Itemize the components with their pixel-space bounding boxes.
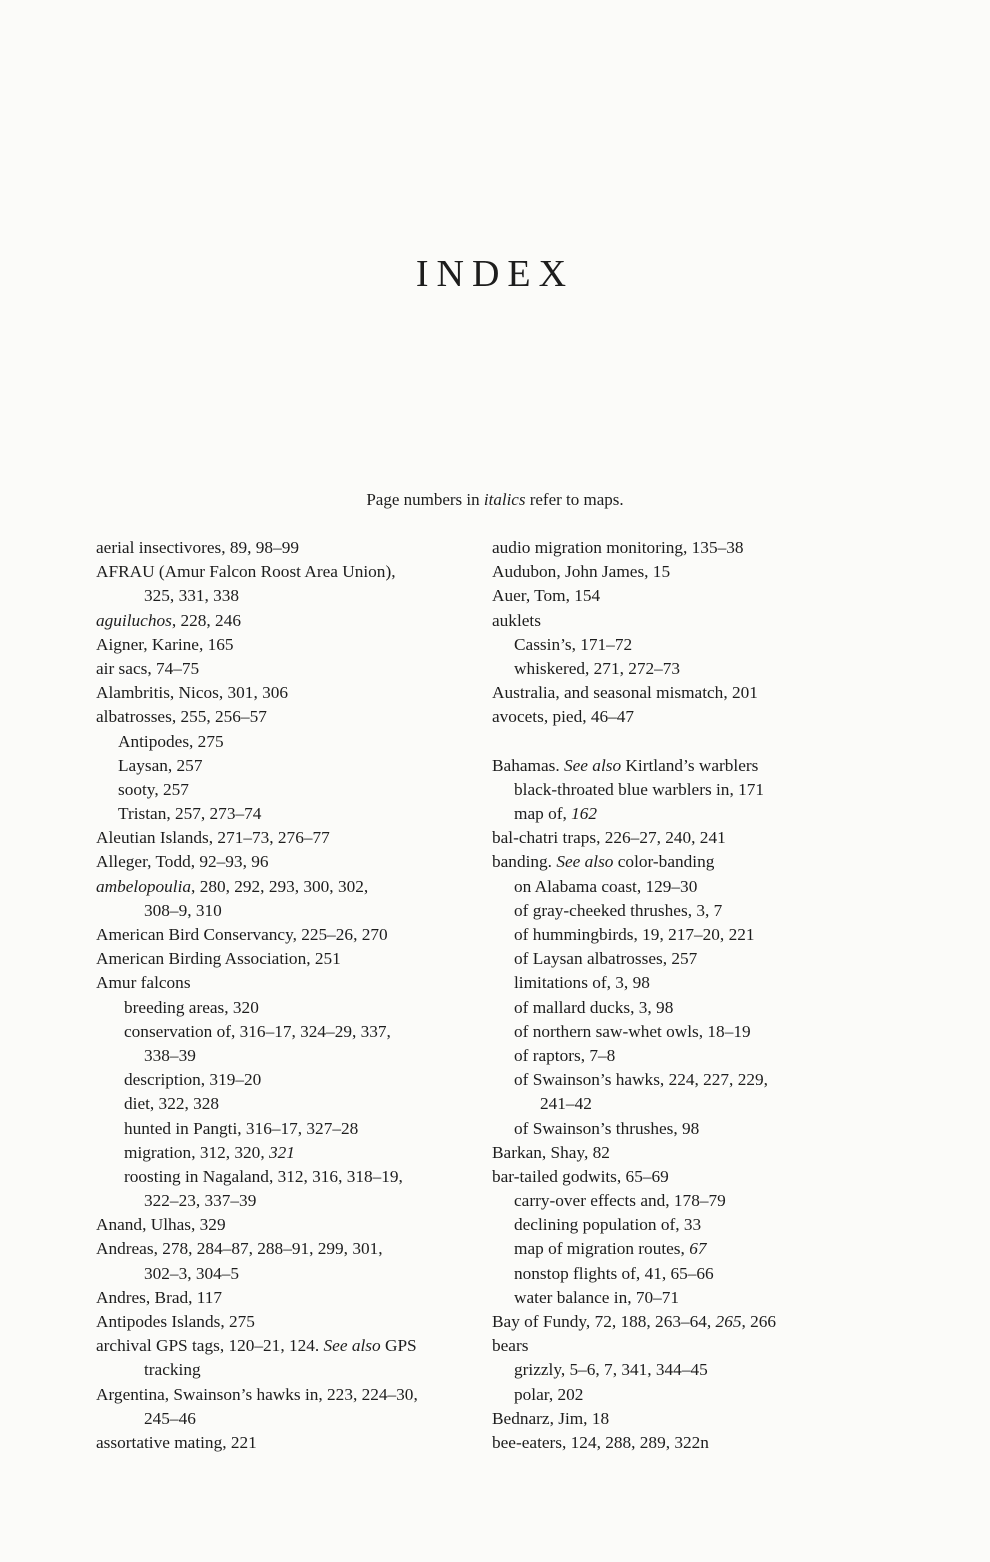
index-entry-text: Bay of Fundy, 72, 188, 263–64, [492,1312,716,1331]
index-subentry [96,754,476,778]
index-subentry [96,730,476,754]
index-subentry [96,1044,476,1068]
index-entry-text: Andres, Brad, 117 [96,1287,223,1307]
index-section-gap [492,730,892,754]
index-entry [96,875,476,899]
index-subentry [492,802,892,826]
index-entry-text: bal-chatri traps, 226–27, 240, 241 [492,828,726,848]
note-italic-text: italics [483,490,526,509]
index-entry-italic-text: aguiluchos [96,610,172,630]
index-entry-text: GPS [380,1336,417,1356]
index-entry-text: American Bird Conservancy, 225–26, 270 [96,925,388,944]
index-subentry [492,657,892,681]
index-entry-text: aerial insectivores, 89, 98–99 [96,538,299,557]
index-entry-text: auklets [492,610,541,630]
index-subentry [96,1092,476,1116]
index-entry [96,705,476,729]
index-entry [492,826,892,850]
index-entry [492,536,892,560]
index-entry [96,1383,476,1407]
index-entry [96,633,476,657]
index-entry-text: avocets, pied, 46–47 [492,707,635,727]
index-subentry [96,1358,476,1382]
index-entry-text: , 266 [741,1312,777,1331]
index-entry-text: water balance in, 70–71 [514,1287,680,1307]
index-entry-text: 322–23, 337–39 [144,1191,257,1211]
index-entry-text: Bahamas. [492,755,564,775]
index-subentry [492,1383,892,1407]
index-entry-text: Alambritis, Nicos, 301, 306 [96,683,289,703]
index-entry [96,657,476,681]
index-entry-text: sooty, 257 [118,779,189,799]
index-entry [96,1334,476,1358]
index-subentry [492,778,892,802]
index-subentry [96,1262,476,1286]
index-entry-text: air sacs, 74–75 [96,658,200,678]
index-entry-text: Aigner, Karine, 165 [96,634,234,654]
index-entry-text: tracking [144,1360,201,1380]
index-subentry [492,1189,892,1213]
index-subentry [96,802,476,826]
index-entry-text: Alleger, Todd, 92–93, 96 [96,852,269,872]
index-entry-text: Argentina, Swainson’s hawks in, 223, 224–30, [96,1384,418,1404]
index-entry [96,681,476,705]
index-note [0,490,990,510]
index-entry [492,1165,892,1189]
index-entry [96,826,476,850]
index-entry-text: of gray-cheeked thrushes, 3, 7 [514,900,723,920]
index-entry-text: Bednarz, Jim, 18 [492,1408,610,1428]
index-entry-italic-text: See also [323,1336,381,1356]
index-entry [492,1141,892,1165]
index-subentry [96,1165,476,1189]
index-entry [96,923,476,947]
index-subentry [96,899,476,923]
index-entry-text: migration, 312, 320, [124,1142,269,1162]
index-subentry [492,996,892,1020]
index-entry-text: carry-over effects and, 178–79 [514,1191,726,1211]
index-entry-text: of Swainson’s thrushes, 98 [514,1118,700,1138]
index-entry-text: Antipodes Islands, 275 [96,1312,255,1331]
index-subentry [96,1117,476,1141]
index-subentry [492,947,892,971]
index-entry-text: color-banding [613,852,715,872]
index-entry [492,560,892,584]
index-entry [492,754,892,778]
index-subentry [492,1092,892,1116]
index-entry-text: 308–9, 310 [144,900,222,920]
index-subentry [492,1020,892,1044]
index-entry [96,971,476,995]
index-entry-text: grizzly, 5–6, 7, 341, 344–45 [514,1360,708,1380]
index-subentry [492,875,892,899]
index-entry-text: 325, 331, 338 [144,586,240,606]
index-subentry [492,1262,892,1286]
index-entry-text: archival GPS tags, 120–21, 124. [96,1336,324,1356]
index-entry-italic-text: 265 [715,1312,742,1331]
index-entry-text: Tristan, 257, 273–74 [118,804,262,824]
index-entry [492,1334,892,1358]
index-entry-text: Andreas, 278, 284–87, 288–91, 299, 301, [96,1239,383,1259]
index-entry-text: assortative mating, 221 [96,1432,257,1452]
index-entry-text: of mallard ducks, 3, 98 [514,997,674,1017]
index-subentry [492,1117,892,1141]
index-entry [96,1286,476,1310]
index-entry-text: breeding areas, 320 [124,997,259,1017]
index-entry-text: roosting in Nagaland, 312, 316, 318–19, [124,1166,403,1186]
index-entry-text: whiskered, 271, 272–73 [514,658,681,678]
index-entry-text: diet, 322, 328 [124,1094,220,1114]
index-entry-text: American Birding Association, 251 [96,949,341,969]
page-title: INDEX [415,253,575,295]
index-entry [492,681,892,705]
index-subentry [492,1068,892,1092]
index-entry-text: of northern saw-whet owls, 18–19 [514,1021,751,1041]
index-entry-text: 338–39 [144,1045,196,1065]
index-entry [492,850,892,874]
index-entry-text: banding. [492,852,557,872]
index-subentry [492,923,892,947]
index-entry-text: bee-eaters, 124, 288, 289, 322n [492,1432,709,1452]
index-entry-text: nonstop flights of, 41, 65–66 [514,1263,714,1283]
index-entry-text: Amur falcons [96,973,191,993]
index-entry-text: conservation of, 316–17, 324–29, 337, [124,1021,391,1041]
index-entry-text: Anand, Ulhas, 329 [96,1215,226,1235]
index-entry-text: polar, 202 [514,1384,584,1404]
index-subentry [492,1213,892,1237]
index-entry-italic-text: 162 [571,804,598,824]
index-column-right [492,536,892,1455]
index-entry-italic-text: 321 [268,1142,295,1162]
index-entry-text: description, 319–20 [124,1070,262,1090]
index-subentry [492,1237,892,1261]
index-entry [96,1237,476,1261]
index-subentry [96,1020,476,1044]
index-subentry [96,584,476,608]
index-entry-text: bar-tailed godwits, 65–69 [492,1166,669,1186]
index-entry-text: 241–42 [540,1094,592,1114]
index-entry-text: Cassin’s, 171–72 [514,634,633,654]
index-entry [96,536,476,560]
index-entry-text: Barkan, Shay, 82 [492,1142,610,1162]
index-subentry [96,1068,476,1092]
index-entry-text: , 228, 246 [171,610,241,630]
index-subentry [96,778,476,802]
index-entry-text: black-throated blue warblers in, 171 [514,779,765,799]
index-subentry [96,996,476,1020]
index-entry-italic-text: See also [564,755,622,775]
index-subentry [492,1358,892,1382]
index-entry-text: of Swainson’s hawks, 224, 227, 229, [514,1070,768,1090]
index-entry-italic-text: 67 [689,1239,707,1259]
index-subentry [96,1141,476,1165]
index-entry [96,1213,476,1237]
index-entry-text: bears [492,1336,529,1356]
index-entry-text: Australia, and seasonal mismatch, 201 [492,683,758,703]
index-entry-text: audio migration monitoring, 135–38 [492,538,744,557]
index-entry-text: Kirtland’s warblers [621,755,759,775]
index-entry-text: declining population of, 33 [514,1215,702,1235]
index-entry-text: map of, [514,804,572,824]
index-entry [492,1310,892,1334]
index-entry-text: on Alabama coast, 129–30 [514,876,698,896]
index-entry-text: Antipodes, 275 [118,731,224,751]
index-entry [96,560,476,584]
index-subentry [96,1189,476,1213]
index-entry [492,1407,892,1431]
index-entry-text: of hummingbirds, 19, 217–20, 221 [514,925,755,944]
index-entry-text: 245–46 [144,1408,196,1428]
index-subentry [492,971,892,995]
note-text-end: refer to maps. [525,490,624,509]
index-subentry [492,899,892,923]
index-subentry [492,633,892,657]
index-subentry [96,1407,476,1431]
index-entry-text: Aleutian Islands, 271–73, 276–77 [96,828,330,848]
index-entry-text: albatrosses, 255, 256–57 [96,707,267,727]
index-entry-text: Auer, Tom, 154 [492,586,601,606]
index-entry-text: map of migration routes, [514,1239,690,1259]
index-entry-text: Laysan, 257 [118,755,203,775]
index-entry-text: 302–3, 304–5 [144,1263,240,1283]
index-entry-text: Audubon, John James, 15 [492,562,671,582]
index-entry-text: of Laysan albatrosses, 257 [514,949,698,969]
index-entry [96,1431,476,1455]
index-entry [492,609,892,633]
index-entry-text: hunted in Pangti, 316–17, 327–28 [124,1118,359,1138]
index-entry-text: of raptors, 7–8 [514,1045,616,1065]
index-entry-text: limitations of, 3, 98 [514,973,650,993]
index-entry [492,584,892,608]
index-entry [96,609,476,633]
index-entry-text: AFRAU (Amur Falcon Roost Area Union), [96,562,396,582]
index-entry-italic-text: ambelopoulia [96,876,192,896]
index-entry-text: , 280, 292, 293, 300, 302, [191,876,369,896]
index-entry-italic-text: See also [556,852,614,872]
index-subentry [492,1044,892,1068]
index-entry [96,1310,476,1334]
index-entry [96,947,476,971]
index-subentry [492,1286,892,1310]
note-text: Page numbers in [366,490,484,509]
index-column-left [96,536,476,1455]
index-entry [492,705,892,729]
index-entry [96,850,476,874]
index-entry [492,1431,892,1455]
